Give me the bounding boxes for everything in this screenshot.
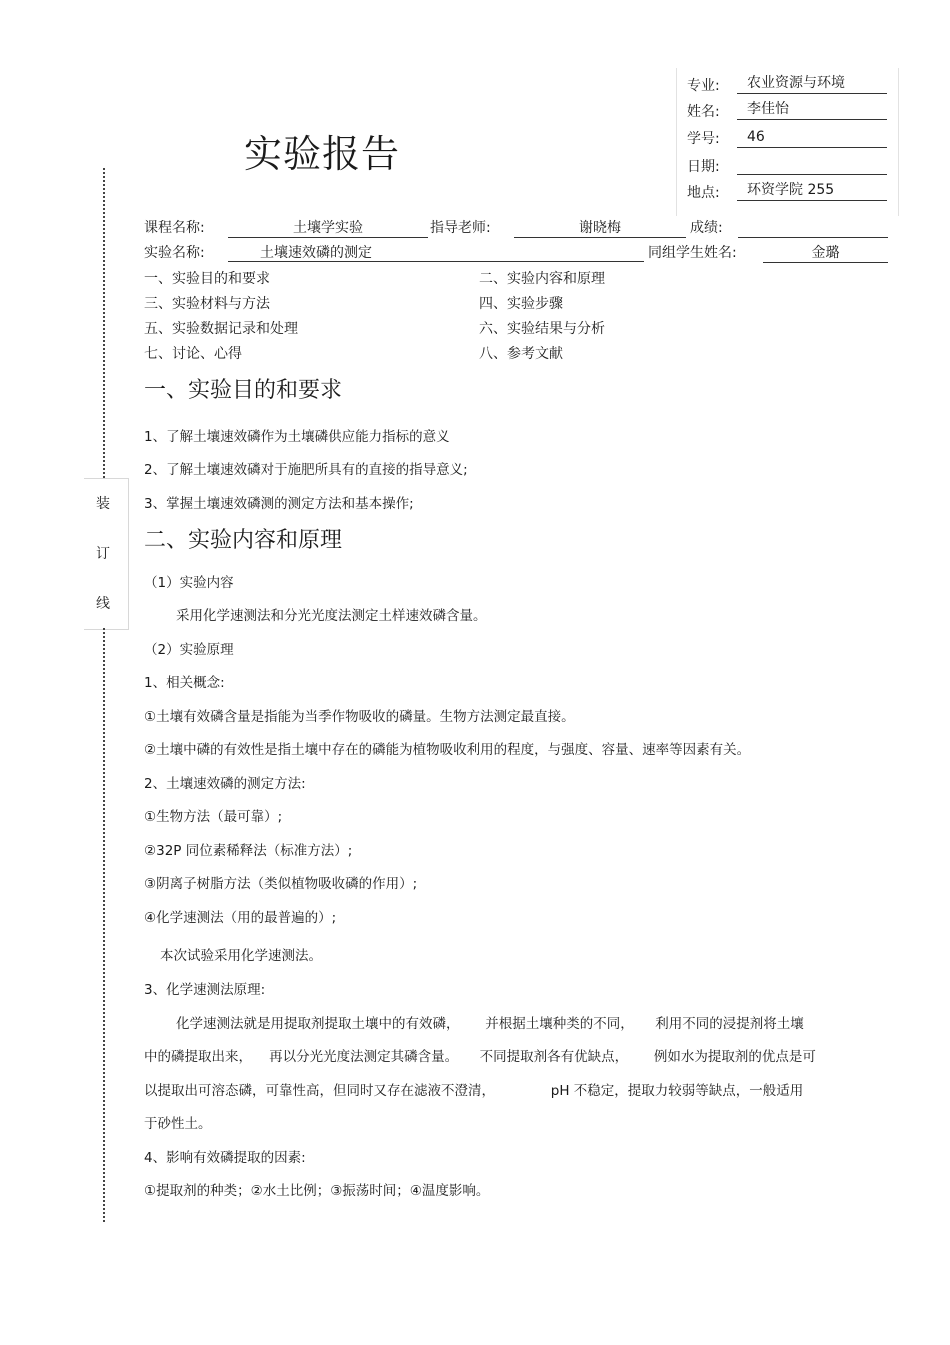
objective-item: 2、了解土壤速效磷对于施肥所具有的直接的指导意义; bbox=[144, 462, 468, 478]
student-id-label: 学号: bbox=[687, 131, 720, 147]
subheading-principle: （2）实验原理 bbox=[144, 642, 234, 658]
major-label: 专业: bbox=[687, 78, 720, 94]
binding-label-box bbox=[84, 478, 129, 630]
subheading-content: （1）实验内容 bbox=[144, 575, 234, 591]
toc-item: 一、实验目的和要求 bbox=[144, 271, 270, 287]
experiment-name-value: 土壤速效磷的测定 bbox=[228, 244, 644, 262]
toc-item: 二、实验内容和原理 bbox=[479, 271, 605, 287]
course-name-label: 课程名称: bbox=[144, 220, 205, 236]
adopted-method: 本次试验采用化学速测法。 bbox=[160, 948, 322, 964]
method-item: ②32P 同位素稀释法（标准方法）; bbox=[144, 843, 353, 859]
objective-item: 1、了解土壤速效磷作为土壤磷供应能力指标的意义 bbox=[144, 429, 450, 445]
toc-item: 六、实验结果与分析 bbox=[479, 321, 605, 337]
name-label: 姓名: bbox=[687, 104, 720, 120]
student-info-box bbox=[676, 68, 899, 216]
course-name-value: 土壤学实验 bbox=[228, 219, 428, 238]
date-label: 日期: bbox=[687, 159, 720, 175]
toc-item: 五、实验数据记录和处理 bbox=[144, 321, 298, 337]
partner-label: 同组学生姓名: bbox=[648, 245, 737, 261]
concept-item: ②土壤中磷的有效性是指土壤中存在的磷能为植物吸收利用的程度，与强度、容量、速率等因素有关。 bbox=[144, 742, 751, 758]
concept-title: 1、相关概念: bbox=[144, 675, 225, 691]
report-title: 实验报告 bbox=[244, 132, 401, 176]
factor-title: 4、影响有效磷提取的因素: bbox=[144, 1150, 306, 1166]
objective-item: 3、掌握土壤速效磷测的测定方法和基本操作; bbox=[144, 496, 414, 512]
toc-item: 七、讨论、心得 bbox=[144, 346, 242, 362]
teacher-label: 指导老师: bbox=[430, 220, 491, 236]
section-1-heading: 一、实验目的和要求 bbox=[144, 378, 343, 403]
principle-line: 化学速测法就是用提取剂提取土壤中的有效磷， 并根据土壤种类的不同， 利用不同的浸提剂将土壤 bbox=[176, 1016, 804, 1032]
teacher-value: 谢晓梅 bbox=[514, 219, 686, 238]
principle-line: 中的磷提取出来， 再以分光光度法测定其磷含量。 不同提取剂各有优缺点， 例如水为提取剂的优点是可 bbox=[144, 1049, 816, 1065]
principle-line: 以提取出可溶态磷，可靠性高，但同时又存在滤液不澄清， pH 不稳定，提取力较弱等缺点，一般适用 bbox=[144, 1083, 804, 1099]
method-item: ③阴离子树脂方法（类似植物吸收磷的作用）; bbox=[144, 876, 418, 892]
factor-list: ①提取剂的种类；②水土比例；③振荡时间；④温度影响。 bbox=[144, 1183, 490, 1199]
name-value: 李佳怡 bbox=[737, 100, 887, 120]
principle-title: 3、化学速测法原理: bbox=[144, 982, 266, 998]
method-title: 2、土壤速效磷的测定方法: bbox=[144, 776, 306, 792]
concept-item: ①土壤有效磷含量是指能为当季作物吸收的磷量。生物方法测定最直接。 bbox=[144, 709, 575, 725]
place-label: 地点: bbox=[687, 185, 720, 201]
binding-char-2: 订 bbox=[96, 546, 110, 562]
principle-line: 于砂性土。 bbox=[144, 1116, 212, 1132]
score-label: 成绩: bbox=[690, 220, 723, 236]
content-text: 采用化学速测法和分光光度法测定土样速效磷含量。 bbox=[176, 608, 487, 624]
partner-value: 金璐 bbox=[763, 244, 888, 263]
date-value bbox=[737, 155, 887, 175]
method-item: ①生物方法（最可靠）; bbox=[144, 809, 283, 825]
experiment-name-label: 实验名称: bbox=[144, 245, 205, 261]
binding-char-1: 装 bbox=[96, 496, 110, 512]
major-value: 农业资源与环境 bbox=[737, 74, 887, 94]
toc-item: 八、参考文献 bbox=[479, 346, 563, 362]
section-2-heading: 二、实验内容和原理 bbox=[144, 528, 343, 553]
score-value bbox=[738, 219, 888, 238]
binding-dotted-line-top bbox=[103, 168, 105, 478]
binding-char-3: 线 bbox=[96, 596, 110, 612]
method-item: ④化学速测法（用的最普遍的）; bbox=[144, 910, 337, 926]
toc-item: 四、实验步骤 bbox=[479, 296, 563, 312]
toc-item: 三、实验材料与方法 bbox=[144, 296, 270, 312]
place-value: 环资学院 255 bbox=[737, 181, 887, 201]
binding-dotted-line-bottom bbox=[103, 628, 105, 1222]
student-id-value: 46 bbox=[737, 128, 887, 148]
